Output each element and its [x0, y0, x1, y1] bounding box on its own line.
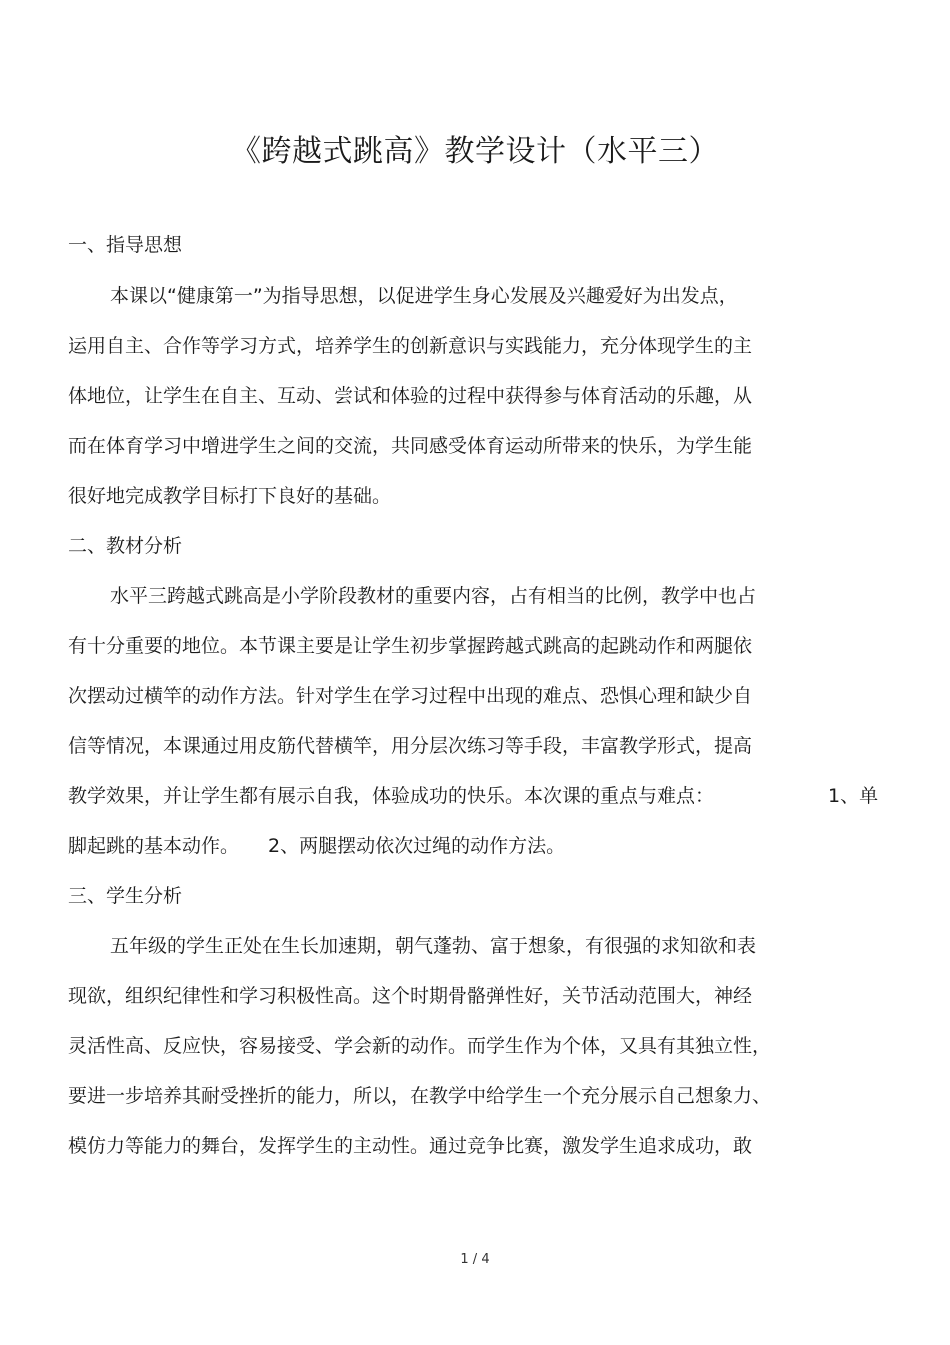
paragraph-line: 要进一步培养其耐受挫折的能力，所以，在教学中给学生一个充分展示自己想象力、 [68, 1085, 772, 1107]
section-heading-guiding-thought: 一、指导思想 [68, 234, 183, 256]
page-number: 1 / 4 [460, 1252, 490, 1267]
paragraph-line: 2、两腿摆动依次过绳的动作方法。 [268, 835, 566, 857]
paragraph-line: 运用自主、合作等学习方式，培养学生的创新意识与实践能力，充分体现学生的主 [68, 335, 753, 357]
section-heading-material-analysis: 二、教材分析 [68, 535, 183, 557]
paragraph-line: 体地位，让学生在自主、互动、尝试和体验的过程中获得参与体育活动的乐趣，从 [68, 385, 753, 407]
paragraph-line: 次摆动过横竿的动作方法。针对学生在学习过程中出现的难点、恐惧心理和缺少自 [68, 685, 753, 707]
paragraph-line: 很好地完成教学目标打下良好的基础。 [68, 485, 392, 507]
paragraph-line: 有十分重要的地位。本节课主要是让学生初步掌握跨越式跳高的起跳动作和两腿依 [68, 635, 753, 657]
paragraph-line: 信等情况，本课通过用皮筋代替横竿，用分层次练习等手段，丰富教学形式，提高 [68, 735, 753, 757]
paragraph-line: 而在体育学习中增进学生之间的交流，共同感受体育运动所带来的快乐，为学生能 [68, 435, 753, 457]
paragraph-line: 本课以“健康第一”为指导思想，以促进学生身心发展及兴趣爱好为出发点， [110, 285, 738, 307]
paragraph-line: 脚起跳的基本动作。 [68, 835, 240, 857]
document-title: 《跨越式跳高》教学设计（水平三） [231, 134, 719, 169]
section-heading-student-analysis: 三、学生分析 [68, 885, 183, 907]
paragraph-line: 现欲，组织纪律性和学习积极性高。这个时期骨骼弹性好，关节活动范围大，神经 [68, 985, 753, 1007]
paragraph-line: 五年级的学生正处在生长加速期，朝气蓬勃、富于想象，有很强的求知欲和表 [110, 935, 757, 957]
paragraph-line-tail: 1、单 [828, 785, 879, 807]
paragraph-line: 教学效果，并让学生都有展示自我，体验成功的快乐。本次课的重点与难点： [68, 785, 715, 807]
paragraph-line: 模仿力等能力的舞台，发挥学生的主动性。通过竞争比赛，激发学生追求成功，敢 [68, 1135, 753, 1157]
paragraph-line: 水平三跨越式跳高是小学阶段教材的重要内容，占有相当的比例，教学中也占 [110, 585, 757, 607]
paragraph-line: 灵活性高、反应快，容易接受、学会新的动作。而学生作为个体，又具有其独立性， [68, 1035, 772, 1057]
